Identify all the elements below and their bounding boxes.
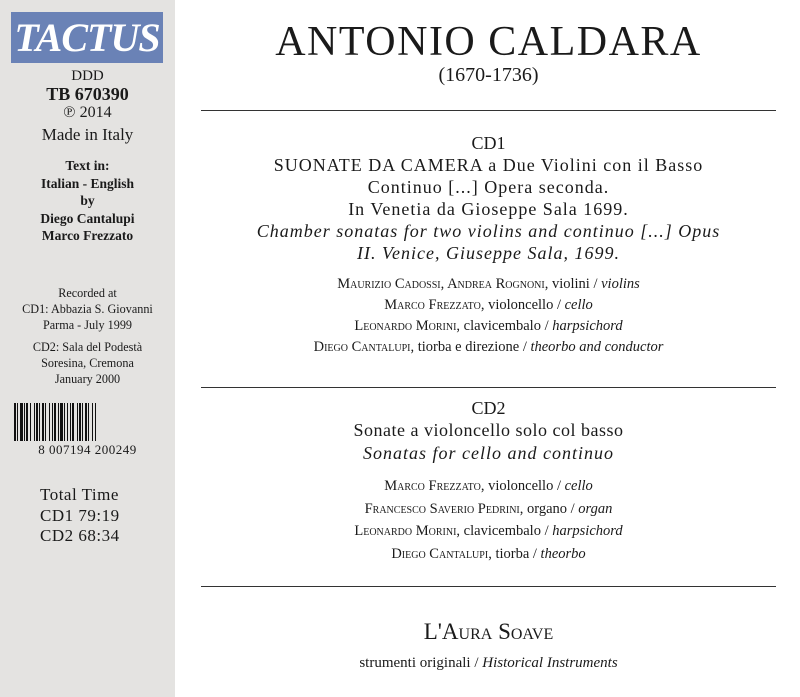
phonogram-year: ℗ 2014 <box>63 104 112 121</box>
divider <box>201 387 776 388</box>
catalog-number: TB 670390 <box>46 84 129 104</box>
cd2-translation: Sonatas for cello and continuo <box>363 443 614 463</box>
cd1-title-line: Continuo [...] Opera seconda. <box>367 177 610 197</box>
cd1-translation-line: II. Venice, Giuseppe Sala, 1699. <box>357 243 620 263</box>
performer-line: Marco Frezzato, violoncello / cello <box>384 478 593 494</box>
left-info-panel <box>0 0 175 697</box>
performer-line: Leonardo Morini, clavicembalo / harpsichord <box>354 318 623 334</box>
performer-line: Diego Cantalupi, tiorba / theorbo <box>391 545 586 562</box>
performer-line: Marco Frezzato, violoncello / cello <box>384 297 593 313</box>
divider <box>201 586 776 587</box>
cd2-section <box>201 398 776 565</box>
text-credits: Text in: Italian - English by Diego Cantalupi Marco Frezzato <box>40 158 135 244</box>
tactus-logo: TACTUS <box>11 12 163 63</box>
cd1-title-line: SUONATE DA CAMERA a Due Violini con il Basso <box>273 155 704 175</box>
ensemble-name: L'Aura Soave <box>423 619 554 644</box>
barcode-number: 8 007194 200249 <box>38 442 137 457</box>
cd1-title-line: In Venetia da Gioseppe Sala 1699. <box>348 199 629 219</box>
cd1-translation-line: Chamber sonatas for two violins and continuo [...] Opus <box>256 221 721 241</box>
composer-name: ANTONIO CALDARA <box>275 19 702 65</box>
performer-line: Maurizio Cadossi, Andrea Rognoni, violini / violins <box>337 276 640 292</box>
divider <box>201 110 776 111</box>
recording-cd2: CD2: Sala del Podestà Soresina, Cremona January 2000 <box>32 340 143 386</box>
cd2-label: CD2 <box>471 398 506 418</box>
cd2-title: Sonate a violoncello solo col basso <box>353 420 624 440</box>
cd1-section <box>201 133 776 358</box>
performer-line: Francesco Saverio Pedrini, organo / organ <box>364 500 613 517</box>
made-in: Made in Italy <box>41 125 134 144</box>
total-time: Total Time CD1 79:19 CD2 68:34 <box>40 485 120 545</box>
ddd-label: DDD <box>71 68 104 84</box>
performer-line: Leonardo Morini, clavicembalo / harpsichord <box>354 523 623 539</box>
recording-cd1: Recorded at CD1: Abbazia S. Giovanni Parma - July 1999 <box>22 286 153 332</box>
performer-line: Diego Cantalupi, tiorba e direzione / theorbo and conductor <box>313 339 664 355</box>
composer-dates: (1670-1736) <box>438 64 539 86</box>
cd1-label: CD1 <box>471 133 506 153</box>
instruments-note: strumenti originali / Historical Instruments <box>359 655 618 671</box>
